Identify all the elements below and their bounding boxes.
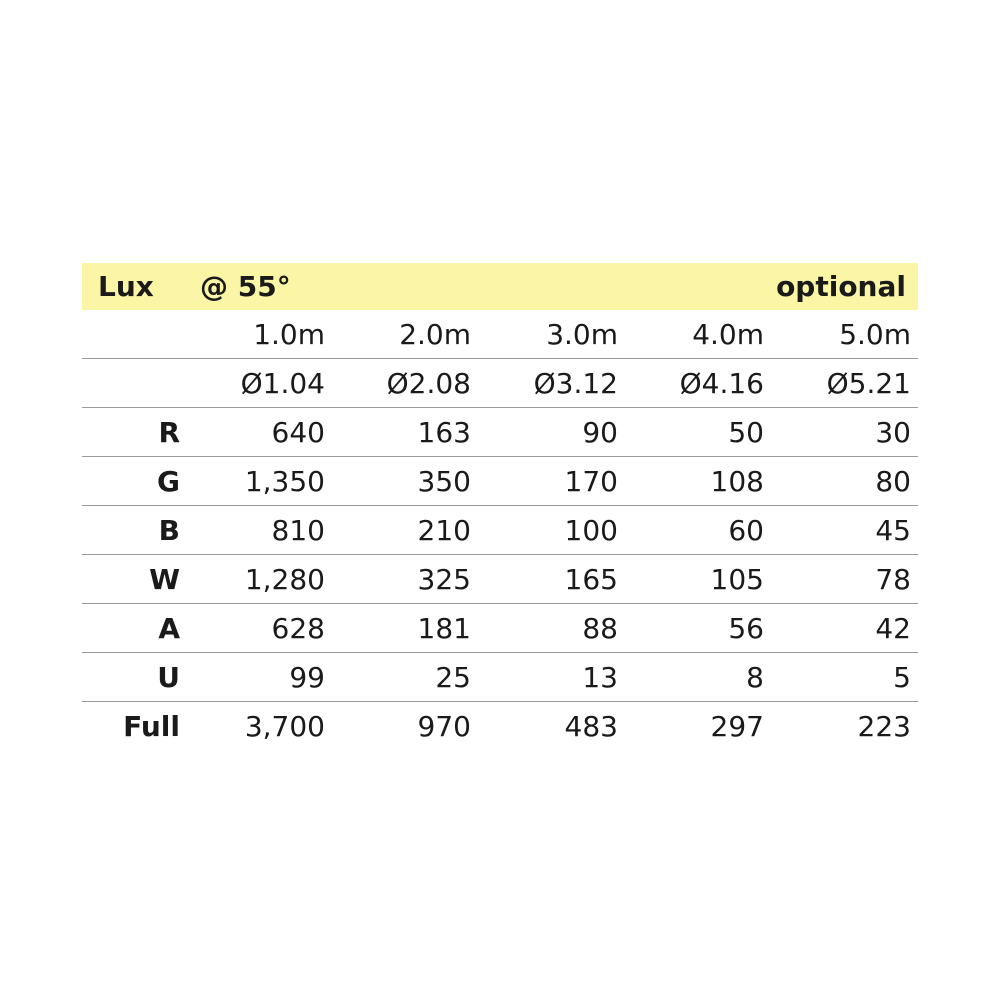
table-header — [82, 263, 918, 310]
lux-value: 90 — [582, 415, 618, 449]
row-label: G — [157, 464, 180, 498]
distance-cell: 1.0m — [253, 317, 325, 351]
distance-cell: 3.0m — [546, 317, 618, 351]
lux-value: 640 — [271, 415, 325, 449]
lux-value: 100 — [564, 513, 618, 547]
lux-value: 60 — [728, 513, 764, 547]
lux-value: 13 — [582, 660, 618, 694]
beam-angle-label: @ 55° — [200, 270, 291, 303]
lux-value: 108 — [710, 464, 764, 498]
table-row-r — [82, 408, 918, 457]
diameter-cell: Ø2.08 — [386, 366, 471, 400]
diameter-cell: Ø1.04 — [240, 366, 325, 400]
table-row-full — [82, 702, 918, 750]
lux-value: 181 — [417, 611, 471, 645]
table-row-g — [82, 457, 918, 506]
lux-value: 163 — [417, 415, 471, 449]
diameter-row — [82, 359, 918, 408]
lux-value: 810 — [271, 513, 325, 547]
lux-value: 210 — [417, 513, 471, 547]
row-label: B — [158, 513, 180, 547]
lux-value: 88 — [582, 611, 618, 645]
lux-value: 350 — [417, 464, 471, 498]
lux-value: 105 — [710, 562, 764, 596]
unit-label: Lux — [98, 270, 154, 303]
table-row-b — [82, 506, 918, 555]
diameter-cell: Ø5.21 — [826, 366, 911, 400]
lux-value: 99 — [289, 660, 325, 694]
lux-value: 80 — [875, 464, 911, 498]
lux-value: 628 — [271, 611, 325, 645]
distance-cell: 5.0m — [839, 317, 911, 351]
lux-value: 8 — [746, 660, 764, 694]
lux-value: 170 — [564, 464, 618, 498]
row-label: A — [158, 611, 180, 645]
lux-value: 5 — [893, 660, 911, 694]
lux-value: 325 — [417, 562, 471, 596]
lux-value: 165 — [564, 562, 618, 596]
row-label: U — [157, 660, 180, 694]
lux-value: 223 — [857, 709, 911, 743]
row-label: R — [158, 415, 180, 449]
lux-value: 56 — [728, 611, 764, 645]
lux-value: 483 — [564, 709, 618, 743]
distance-cell: 4.0m — [692, 317, 764, 351]
table-row-w — [82, 555, 918, 604]
lux-value: 25 — [435, 660, 471, 694]
table-row-u — [82, 653, 918, 702]
lux-value: 297 — [710, 709, 764, 743]
lux-value: 970 — [417, 709, 471, 743]
row-label: W — [149, 562, 180, 596]
lux-value: 1,280 — [244, 562, 325, 596]
lux-value: 30 — [875, 415, 911, 449]
diameter-cell: Ø3.12 — [533, 366, 618, 400]
lux-value: 1,350 — [244, 464, 325, 498]
distance-row — [82, 310, 918, 359]
lux-value: 78 — [875, 562, 911, 596]
distance-cell: 2.0m — [399, 317, 471, 351]
row-label: Full — [123, 709, 180, 743]
lux-value: 50 — [728, 415, 764, 449]
lux-value: 3,700 — [244, 709, 325, 743]
diameter-cell: Ø4.16 — [679, 366, 764, 400]
lux-value: 42 — [875, 611, 911, 645]
lux-table — [82, 263, 918, 750]
table-row-a — [82, 604, 918, 653]
optional-label: optional — [776, 270, 906, 303]
lux-value: 45 — [875, 513, 911, 547]
